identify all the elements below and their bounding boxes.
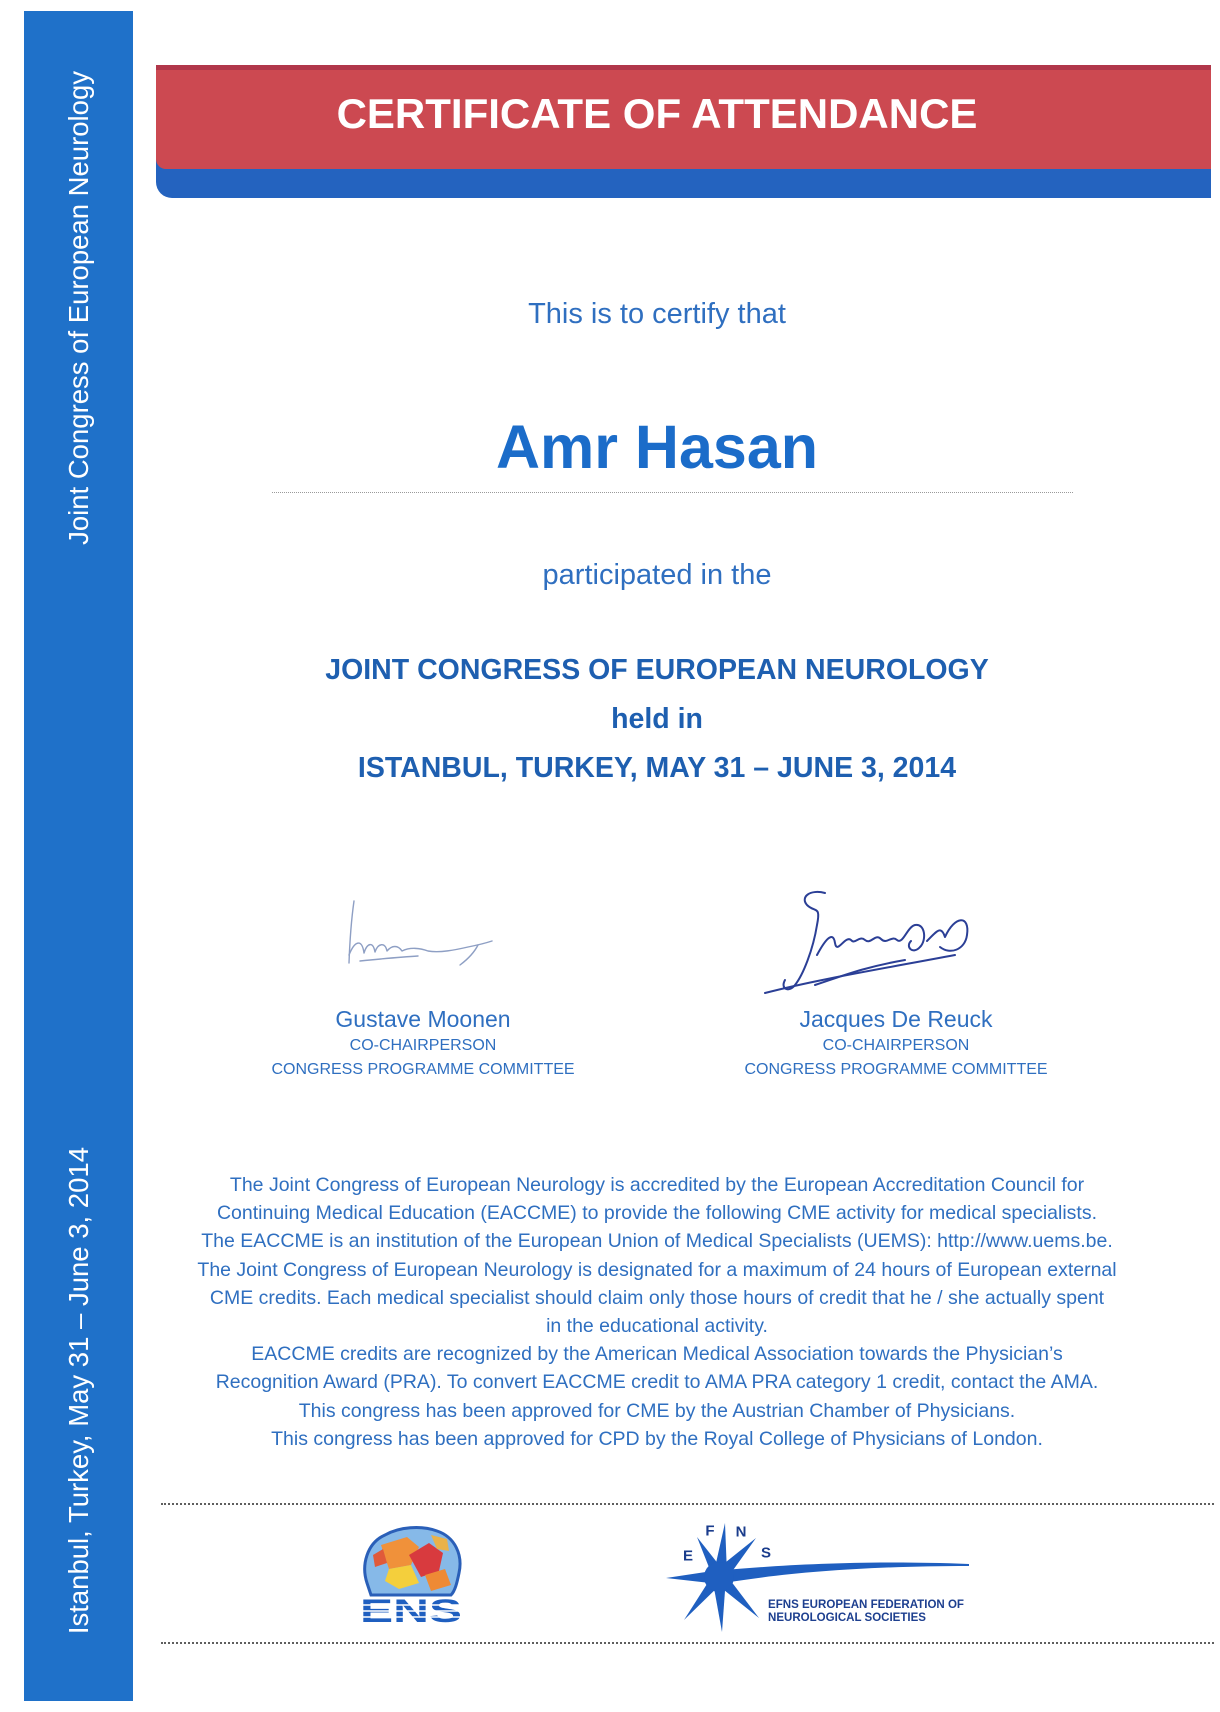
signature-gustave-moonen: [340, 895, 505, 985]
event-name: JOINT CONGRESS OF EUROPEAN NEUROLOGY: [325, 654, 989, 686]
certificate-title: CERTIFICATE OF ATTENDANCE: [336, 90, 978, 137]
accreditation-line: This congress has been approved for CPD by the Royal College of Physicians of London.: [271, 1427, 1043, 1450]
logo-separator-top: [161, 1503, 1214, 1505]
accreditation-line: Continuing Medical Education (EACCME) to provide the following CME activity for medical specialists.: [216, 1202, 1098, 1225]
ens-brain-map-icon: [365, 1528, 460, 1595]
sidebar-bottom-slot: [24, 1131, 133, 1651]
sidebar-location-dates: Istanbul, Turkey, May 31 – June 3, 2014: [62, 1147, 94, 1635]
accreditation-line: The Joint Congress of European Neurology is accredited by the European Accreditation Council for: [229, 1174, 1085, 1196]
efns-logo: [664, 1520, 974, 1635]
efns-letter-s: S: [760, 1544, 772, 1562]
accreditation-line: The Joint Congress of European Neurology is designated for a maximum of 24 hours of European external: [197, 1258, 1117, 1281]
signature-jacques-de-reuck: [755, 885, 1005, 1005]
efns-name-line-2: NEUROLOGICAL SOCIETIES: [768, 1612, 927, 1624]
efns-letter-f: F: [705, 1522, 715, 1540]
signatory-role: CO-CHAIRPERSON: [349, 1037, 497, 1054]
accreditation-line: This congress has been approved for CME by the Austrian Chamber of Physicians.: [298, 1399, 1016, 1422]
signatory-committee: CONGRESS PROGRAMME COMMITTEE: [744, 1061, 1048, 1078]
recipient-name: Amr Hasan: [495, 413, 819, 481]
efns-letters: [677, 1520, 777, 1566]
accreditation-line: in the educational activity.: [546, 1314, 768, 1337]
accreditation-line: EACCME credits are recognized by the American Medical Association towards the Physician’s: [251, 1343, 1063, 1366]
signatory-role: CO-CHAIRPERSON: [822, 1037, 970, 1054]
efns-name-line-1: EFNS EUROPEAN FEDERATION OF: [768, 1599, 964, 1611]
logo-separator-bottom: [161, 1642, 1214, 1644]
accreditation-statement: [157, 1171, 1157, 1453]
signatory-committee: CONGRESS PROGRAMME COMMITTEE: [271, 1061, 575, 1078]
certify-intro: This is to certify that: [528, 298, 786, 330]
sidebar-top-slot: [24, 48, 133, 568]
name-underline: [272, 492, 1073, 493]
ens-logo: [359, 1525, 463, 1623]
accreditation-line: CME credits. Each medical specialist should claim only those hours of credit that he / she actually spent: [209, 1286, 1105, 1309]
signatory-name: Jacques De Reuck: [799, 1006, 993, 1032]
accreditation-line: The EACCME is an institution of the European Union of Medical Specialists (UEMS): http://www.uems.be.: [201, 1230, 1113, 1253]
ens-logo-text: ENS: [360, 1593, 462, 1623]
participated-text: participated in the: [542, 559, 772, 591]
accreditation-line: Recognition Award (PRA). To convert EACCME credit to AMA PRA category 1 credit, contact the AMA.: [215, 1371, 1099, 1394]
sidebar-congress-title: Joint Congress of European Neurology: [62, 71, 94, 545]
efns-letter-e: E: [682, 1547, 694, 1565]
event-location-dates: ISTANBUL, TURKEY, MAY 31 – JUNE 3, 2014: [357, 752, 957, 784]
signatory-name: Gustave Moonen: [335, 1006, 511, 1032]
sidebar-bar: [24, 11, 133, 1701]
held-in-text: held in: [611, 703, 703, 735]
efns-letter-n: N: [735, 1523, 747, 1541]
